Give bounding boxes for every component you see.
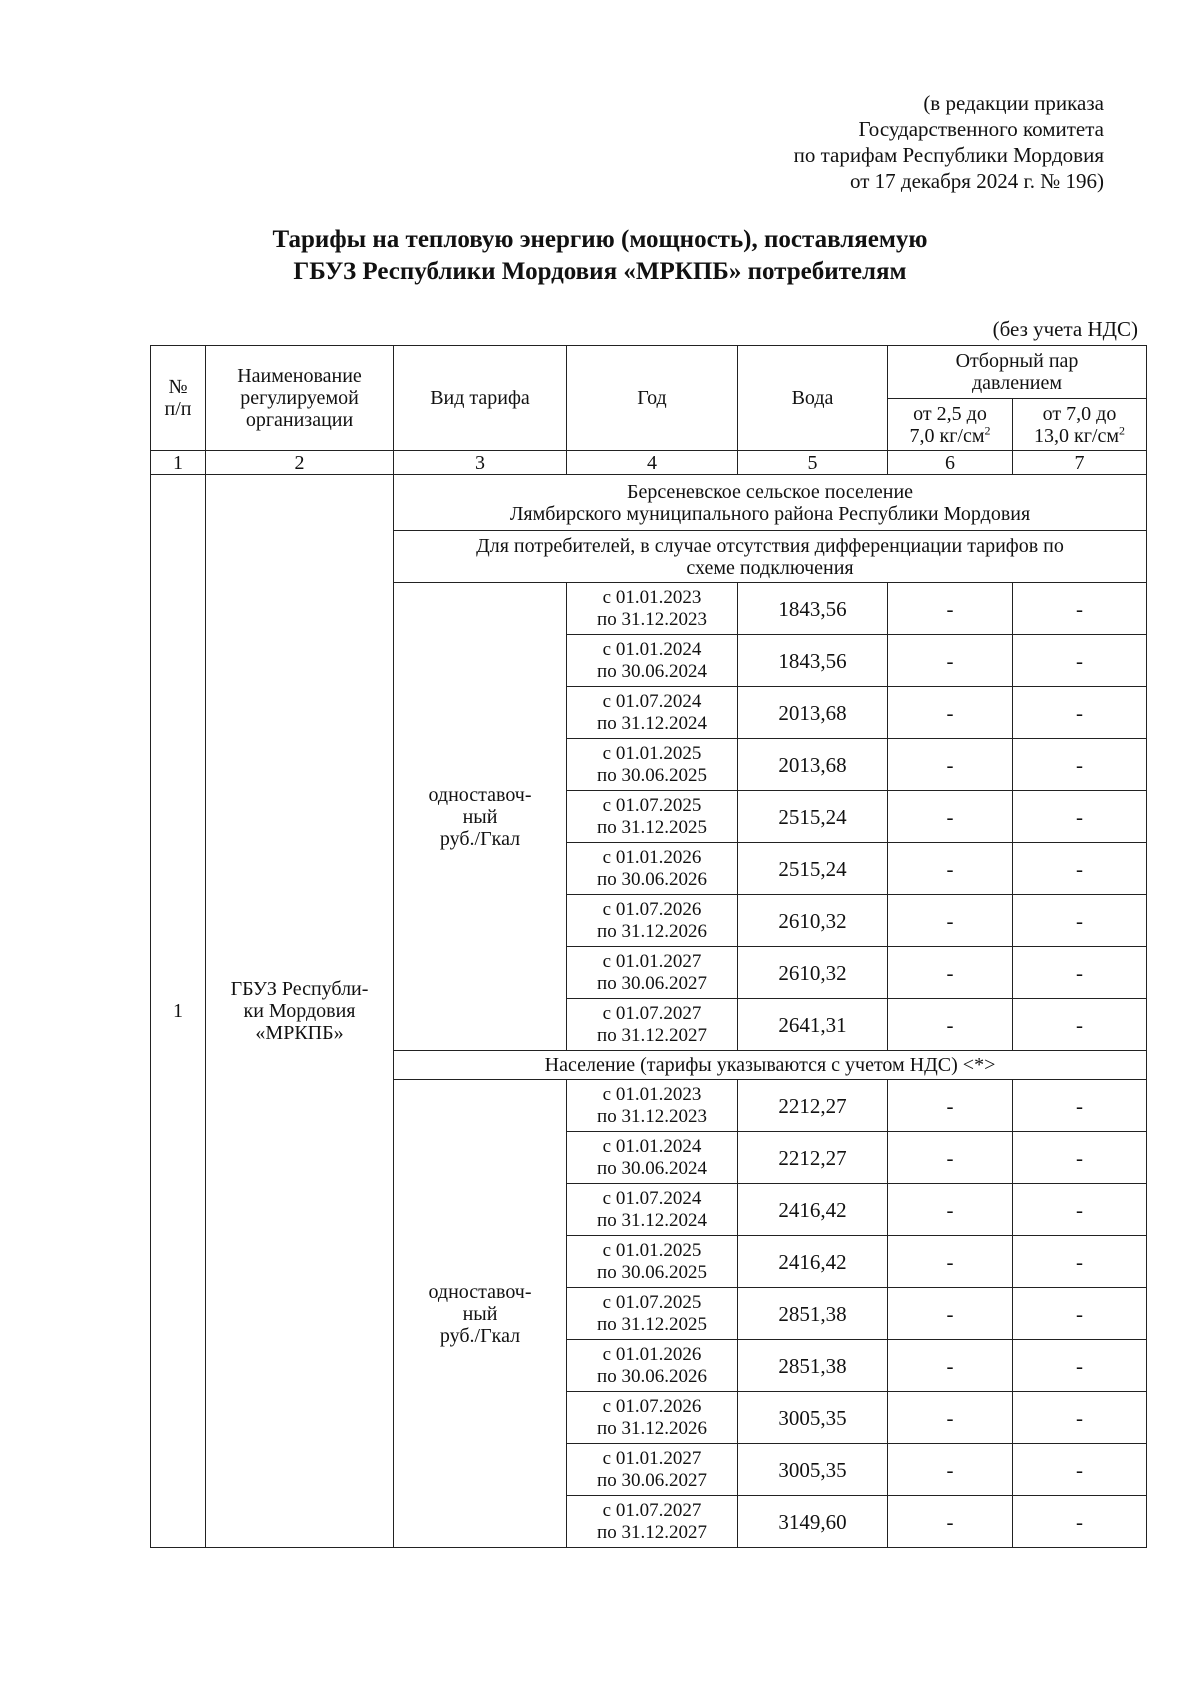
water-tariff: 3149,60 (738, 1496, 888, 1548)
organization-text: ГБУЗ Республи- (230, 978, 369, 1000)
water-tariff: 2013,68 (738, 687, 888, 739)
period-to: по 31.12.2025 (597, 1313, 707, 1335)
header-steam (888, 346, 1147, 399)
tariff-type-text: ный (462, 805, 498, 828)
section-text: схеме подключения (686, 556, 854, 579)
period-from: с 01.01.2027 (602, 950, 702, 972)
header-text: 13,0 кг/см (1034, 424, 1120, 447)
tariff-type-text: руб./Гкал (439, 1324, 521, 1347)
header-text: регулируемой (240, 387, 359, 409)
superscript: 2 (984, 422, 991, 437)
steam-low-tariff: - (888, 947, 1013, 999)
title-line: ГБУЗ Республики Мордовия «МРКПБ» потребителям (293, 258, 907, 285)
organization-text: «МРКПБ» (255, 1022, 344, 1044)
period-to: по 30.06.2025 (597, 1261, 707, 1283)
tariff-type-text: руб./Гкал (439, 827, 521, 850)
period-cell (567, 1080, 738, 1132)
steam-low-tariff: - (888, 895, 1013, 947)
period-cell (567, 895, 738, 947)
period-to: по 30.06.2025 (597, 764, 707, 786)
period-from: с 01.01.2025 (602, 742, 702, 764)
steam-high-tariff: - (1013, 739, 1147, 791)
period-to: по 30.06.2026 (597, 1365, 707, 1387)
water-tariff: 2851,38 (738, 1340, 888, 1392)
header-tariff-type: Вид тарифа (394, 346, 567, 451)
steam-high-tariff: - (1013, 791, 1147, 843)
period-to: по 30.06.2026 (597, 868, 707, 890)
water-tariff: 2212,27 (738, 1132, 888, 1184)
title-line: Тарифы на тепловую энергию (мощность), поставляемую (272, 226, 928, 253)
section-header (394, 531, 1147, 583)
steam-high-tariff: - (1013, 687, 1147, 739)
steam-low-tariff: - (888, 1236, 1013, 1288)
steam-high-tariff: - (1013, 635, 1147, 687)
period-to: по 31.12.2023 (597, 1105, 707, 1127)
period-cell (567, 843, 738, 895)
tariff-type-text: ный (462, 1302, 498, 1325)
steam-high-tariff: - (1013, 1392, 1147, 1444)
steam-low-tariff: - (888, 843, 1013, 895)
steam-low-tariff: - (888, 1132, 1013, 1184)
tariff-type-cell (394, 583, 567, 1051)
period-cell (567, 791, 738, 843)
period-cell (567, 635, 738, 687)
column-number-row (151, 451, 1147, 475)
header-steam-high (1013, 399, 1147, 451)
period-to: по 31.12.2026 (597, 1417, 707, 1439)
settlement-header (394, 475, 1147, 531)
settlement-text: Берсеневское сельское поселение (626, 480, 914, 503)
water-tariff: 3005,35 (738, 1392, 888, 1444)
period-from: с 01.07.2024 (602, 1187, 702, 1209)
organization-text: ки Мордовия (243, 1000, 356, 1022)
steam-high-tariff: - (1013, 1444, 1147, 1496)
period-from: с 01.07.2026 (602, 898, 702, 920)
row-number: 1 (151, 475, 206, 1548)
water-tariff: 2515,24 (738, 791, 888, 843)
column-number: 3 (394, 451, 567, 475)
amendment-line: (в редакции приказа (923, 91, 1104, 115)
period-cell (567, 739, 738, 791)
steam-high-tariff: - (1013, 583, 1147, 635)
organization-name (206, 475, 394, 1548)
period-cell (567, 1496, 738, 1548)
period-from: с 01.07.2027 (602, 1002, 702, 1024)
header-number (151, 346, 206, 451)
column-number: 2 (206, 451, 394, 475)
steam-high-tariff: - (1013, 1184, 1147, 1236)
header-text: организации (245, 409, 354, 431)
water-tariff: 1843,56 (738, 635, 888, 687)
steam-low-tariff: - (888, 1288, 1013, 1340)
steam-low-tariff: - (888, 583, 1013, 635)
period-cell (567, 1288, 738, 1340)
header-organization (206, 346, 394, 451)
period-to: по 30.06.2024 (597, 660, 707, 682)
water-tariff: 1843,56 (738, 583, 888, 635)
column-number: 5 (738, 451, 888, 475)
header-text: от 7,0 до (1042, 402, 1117, 425)
amendment-line: по тарифам Республики Мордовия (793, 143, 1104, 167)
period-cell (567, 947, 738, 999)
steam-low-tariff: - (888, 739, 1013, 791)
steam-high-tariff: - (1013, 1340, 1147, 1392)
column-number: 1 (151, 451, 206, 475)
steam-low-tariff: - (888, 999, 1013, 1051)
period-from: с 01.01.2025 (602, 1239, 702, 1261)
amendment-note (604, 90, 1104, 194)
tariff-type-text: одноставоч- (428, 1280, 532, 1303)
water-tariff: 2851,38 (738, 1288, 888, 1340)
amendment-line: от 17 декабря 2024 г. № 196) (850, 169, 1104, 193)
header-text: от 2,5 до (913, 402, 987, 425)
period-cell (567, 1236, 738, 1288)
steam-low-tariff: - (888, 791, 1013, 843)
steam-low-tariff: - (888, 1184, 1013, 1236)
period-from: с 01.01.2024 (602, 1135, 702, 1157)
steam-low-tariff: - (888, 1340, 1013, 1392)
period-from: с 01.01.2026 (602, 846, 702, 868)
water-tariff: 2416,42 (738, 1184, 888, 1236)
steam-high-tariff: - (1013, 947, 1147, 999)
period-to: по 31.12.2026 (597, 920, 707, 942)
header-text: 7,0 кг/см (909, 424, 985, 447)
header-text: Отборный пар (955, 350, 1079, 372)
header-year: Год (567, 346, 738, 451)
water-tariff: 2416,42 (738, 1236, 888, 1288)
water-tariff: 2212,27 (738, 1080, 888, 1132)
tariff-table (150, 345, 1147, 1548)
period-from: с 01.07.2025 (602, 1291, 702, 1313)
water-tariff: 3005,35 (738, 1444, 888, 1496)
period-cell (567, 687, 738, 739)
header-water: Вода (738, 346, 888, 451)
period-to: по 31.12.2025 (597, 816, 707, 838)
section-header: Население (тарифы указываются с учетом НДС) <*> (394, 1051, 1147, 1080)
water-tariff: 2610,32 (738, 947, 888, 999)
superscript: 2 (1119, 422, 1126, 437)
period-from: с 01.01.2024 (602, 638, 702, 660)
period-from: с 01.01.2027 (602, 1447, 702, 1469)
water-tariff: 2610,32 (738, 895, 888, 947)
header-steam-low (888, 399, 1013, 451)
period-from: с 01.07.2027 (602, 1499, 702, 1521)
period-to: по 31.12.2027 (597, 1521, 707, 1543)
section-text: Для потребителей, в случае отсутствия дифференциации тарифов по (476, 534, 1064, 557)
period-from: с 01.07.2025 (602, 794, 702, 816)
period-from: с 01.01.2023 (602, 586, 702, 608)
period-cell (567, 1132, 738, 1184)
steam-high-tariff: - (1013, 999, 1147, 1051)
period-from: с 01.01.2023 (602, 1083, 702, 1105)
period-from: с 01.01.2026 (602, 1343, 702, 1365)
steam-high-tariff: - (1013, 1236, 1147, 1288)
period-cell (567, 999, 738, 1051)
header-text: давлением (971, 372, 1063, 394)
steam-low-tariff: - (888, 687, 1013, 739)
document-title (0, 224, 1200, 288)
period-to: по 31.12.2024 (597, 1209, 707, 1231)
steam-high-tariff: - (1013, 1132, 1147, 1184)
period-from: с 01.07.2024 (602, 690, 702, 712)
steam-low-tariff: - (888, 1392, 1013, 1444)
tariff-type-cell (394, 1080, 567, 1548)
water-tariff: 2013,68 (738, 739, 888, 791)
steam-low-tariff: - (888, 1496, 1013, 1548)
vat-note: (без учета НДС) (992, 317, 1138, 341)
period-cell (567, 583, 738, 635)
period-cell (567, 1340, 738, 1392)
steam-low-tariff: - (888, 1444, 1013, 1496)
period-to: по 31.12.2024 (597, 712, 707, 734)
period-cell (567, 1444, 738, 1496)
period-to: по 30.06.2027 (597, 1469, 707, 1491)
header-text: Наименование (237, 365, 362, 387)
column-number: 7 (1013, 451, 1147, 475)
period-to: по 30.06.2024 (597, 1157, 707, 1179)
steam-high-tariff: - (1013, 1080, 1147, 1132)
steam-low-tariff: - (888, 1080, 1013, 1132)
period-to: по 30.06.2027 (597, 972, 707, 994)
amendment-line: Государственного комитета (858, 117, 1104, 141)
steam-high-tariff: - (1013, 843, 1147, 895)
settlement-text: Лямбирского муниципального района Республики Мордовия (509, 502, 1031, 525)
period-from: с 01.07.2026 (602, 1395, 702, 1417)
water-tariff: 2641,31 (738, 999, 888, 1051)
tariff-type-text: одноставоч- (428, 783, 532, 806)
water-tariff: 2515,24 (738, 843, 888, 895)
steam-low-tariff: - (888, 635, 1013, 687)
steam-high-tariff: - (1013, 895, 1147, 947)
period-cell (567, 1392, 738, 1444)
period-cell (567, 1184, 738, 1236)
header-text: п/п (164, 398, 192, 420)
column-number: 4 (567, 451, 738, 475)
steam-high-tariff: - (1013, 1496, 1147, 1548)
column-number: 6 (888, 451, 1013, 475)
period-to: по 31.12.2027 (597, 1024, 707, 1046)
steam-high-tariff: - (1013, 1288, 1147, 1340)
header-text: № (168, 376, 188, 398)
period-to: по 31.12.2023 (597, 608, 707, 630)
